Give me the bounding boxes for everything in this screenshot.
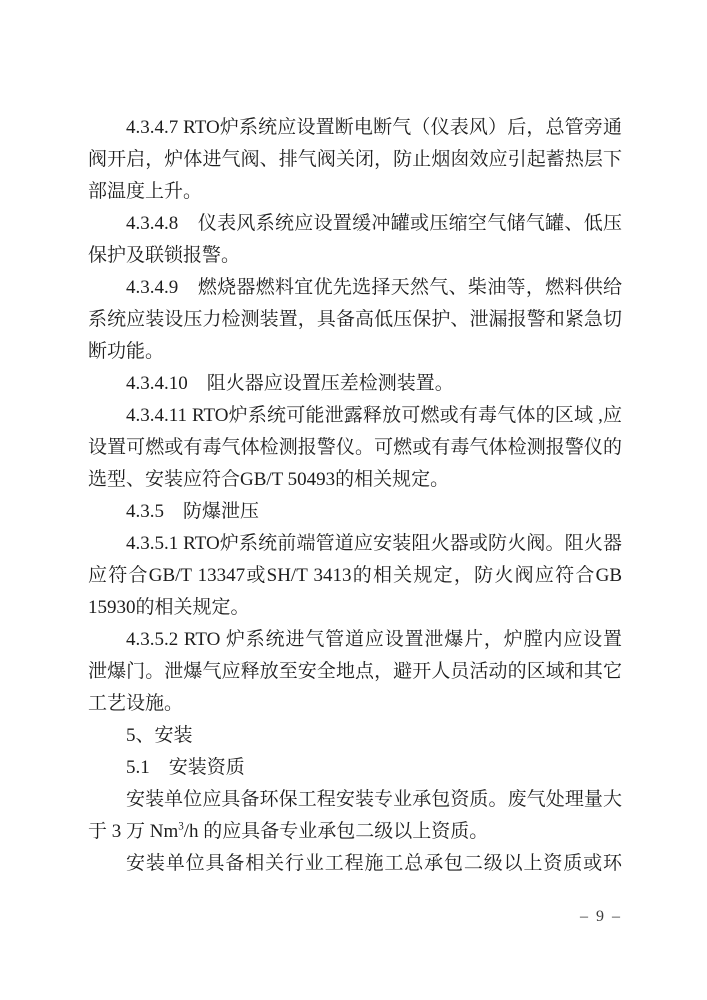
document-text-block (88, 112, 622, 880)
paragraph-installation-qualification (88, 784, 622, 848)
paragraph-contractor-grade: 安装单位具备相关行业工程施工总承包二级以上资质或环 (126, 853, 622, 874)
heading-5-1-qualification: 5.1 安装资质 (126, 757, 245, 778)
page-number: – 9 – (580, 908, 622, 925)
clause-4-3-5-2: 4.3.5.2 RTO 炉系统进气管道应设置泄爆片，炉膛内应设置泄爆门。泄爆气应释放至安全地点，避开人员活动的区域和其它工艺设施。 (88, 629, 622, 714)
clause-4-3-5-1: 4.3.5.1 RTO炉系统前端管道应安装阻火器或防火阀。阻火器应符合GB/T 13347或SH/T 3413的相关规定，防火阀应符合GB 15930的相关规定。 (88, 533, 622, 618)
clause-4-3-4-9: 4.3.4.9 燃烧器燃料宜优先选择天然气、柴油等，燃料供给系统应装设压力检测装置，具备高低压保护、泄漏报警和紧急切断功能。 (88, 277, 622, 362)
clause-4-3-4-10: 4.3.4.10 阻火器应设置压差检测装置。 (126, 373, 454, 394)
page-footer (88, 905, 622, 929)
clause-4-3-4-11: 4.3.4.11 RTO炉系统可能泄露释放可燃或有毒气体的区域 ,应设置可燃或有毒气体检测报警仪。可燃或有毒气体检测报警仪的选型、安装应符合GB/T 50493的相关规定。 (88, 405, 622, 490)
clause-4-3-4-8: 4.3.4.8 仪表风系统应设置缓冲罐或压缩空气储气罐、低压保护及联锁报警。 (88, 213, 622, 266)
superscript-cubed: 3 (178, 820, 184, 833)
clause-4-3-4-7: 4.3.4.7 RTO炉系统应设置断电断气（仪表风）后，总管旁通阀开启，炉体进气阀、排气阀关闭，防止烟囱效应引起蓄热层下部温度上升。 (88, 117, 622, 202)
qualification-text-prefix: 安装单位应具备环保工程安装专业承包资质。废气处理量大于 3 万 Nm (88, 789, 622, 842)
heading-5-installation: 5、安装 (126, 725, 193, 746)
qualification-text-suffix: /h 的应具备专业承包二级以上资质。 (183, 821, 489, 842)
heading-4-3-5: 4.3.5 防爆泄压 (126, 501, 260, 522)
